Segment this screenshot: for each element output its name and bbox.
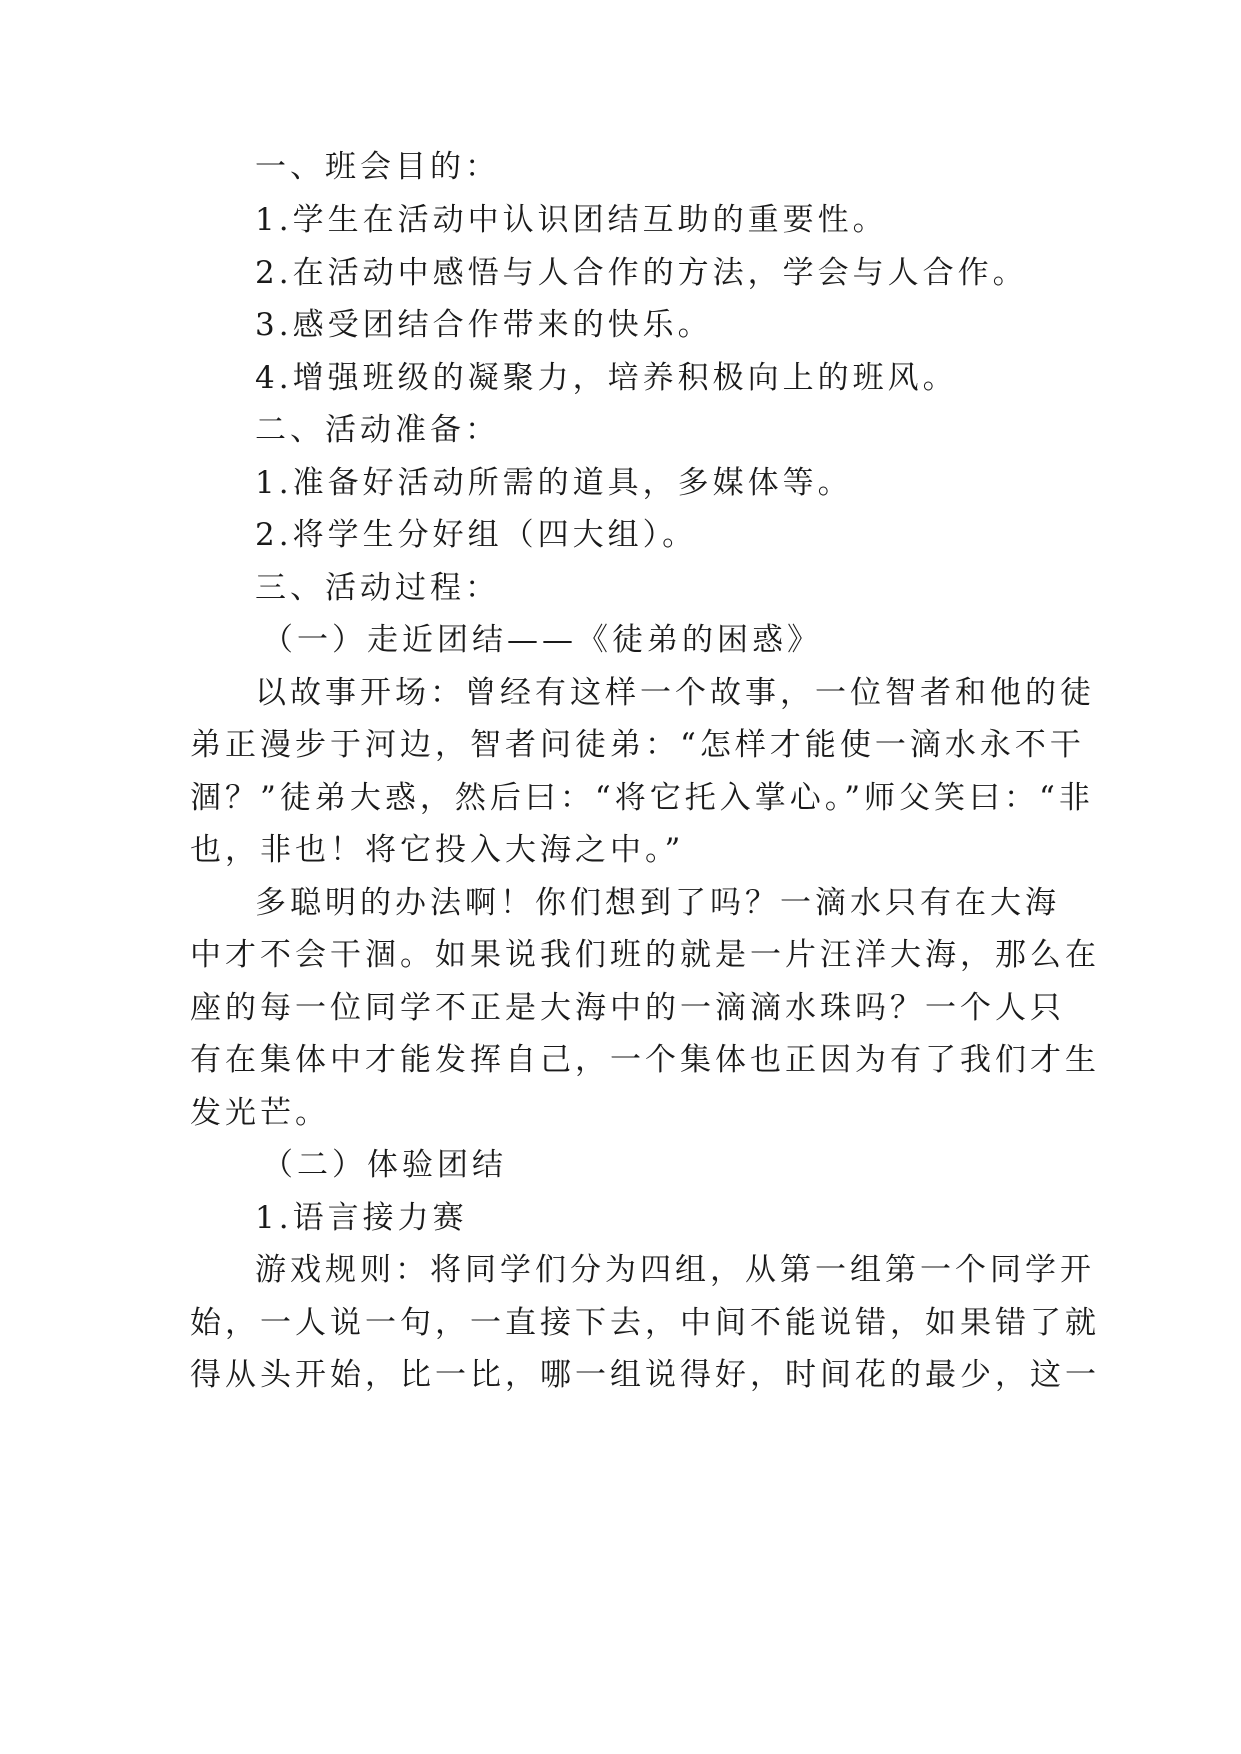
purpose-item-4: 4.增强班级的凝聚力，培养积极向上的班风。 xyxy=(255,360,958,396)
purpose-item-3: 3.感受团结合作带来的快乐。 xyxy=(255,307,713,343)
paragraph-line: 弟正漫步于河边，智者问徒弟：“怎样才能使一滴水永不干 xyxy=(190,727,1085,763)
purpose-item-1: 1.学生在活动中认识团结互助的重要性。 xyxy=(255,202,888,238)
paragraph-line: 也，非也！将它投入大海之中。” xyxy=(190,832,685,868)
paragraph-line: 发光芒。 xyxy=(190,1095,330,1131)
heading-activity-process: 三、活动过程： xyxy=(255,570,500,606)
paragraph-line: 涸？”徒弟大惑，然后曰：“将它托入掌心。”师父笑曰：“非 xyxy=(190,780,1094,816)
subheading-experience-unity: （二）体验团结 xyxy=(262,1147,507,1183)
paragraph-line: 以故事开场：曾经有这样一个故事，一位智者和他的徒 xyxy=(255,675,1095,711)
paragraph-line: 座的每一位同学不正是大海中的一滴滴水珠吗？一个人只 xyxy=(190,990,1065,1026)
activity-item-1: 1.语言接力赛 xyxy=(255,1200,468,1236)
purpose-item-2: 2.在活动中感悟与人合作的方法，学会与人合作。 xyxy=(255,255,1028,291)
subheading-approach-unity: （一）走近团结——《徒弟的困惑》 xyxy=(262,622,822,658)
paragraph-line: 多聪明的办法啊！你们想到了吗？一滴水只有在大海 xyxy=(255,885,1060,921)
paragraph-line: 得从头开始，比一比，哪一组说得好，时间花的最少，这一 xyxy=(190,1357,1100,1393)
paragraph-line: 中才不会干涸。如果说我们班的就是一片汪洋大海，那么在 xyxy=(190,937,1100,973)
heading-activity-preparation: 二、活动准备： xyxy=(255,412,500,448)
paragraph-line: 始，一人说一句，一直接下去，中间不能说错，如果错了就 xyxy=(190,1305,1100,1341)
preparation-item-2: 2.将学生分好组（四大组）。 xyxy=(255,517,698,553)
paragraph-line: 游戏规则：将同学们分为四组，从第一组第一个同学开 xyxy=(255,1252,1095,1288)
paragraph-line: 有在集体中才能发挥自己，一个集体也正因为有了我们才生 xyxy=(190,1042,1100,1078)
preparation-item-1: 1.准备好活动所需的道具，多媒体等。 xyxy=(255,465,853,501)
heading-class-meeting-purpose: 一、班会目的： xyxy=(255,149,500,185)
